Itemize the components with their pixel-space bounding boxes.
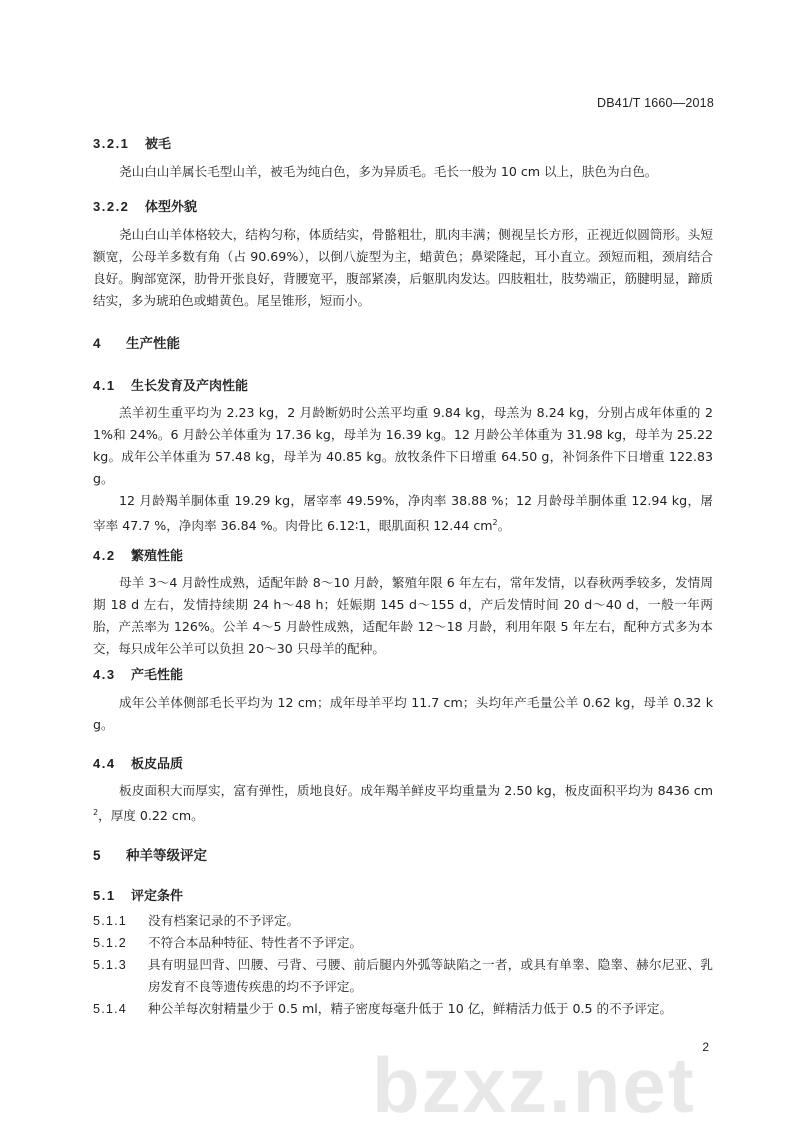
- heading-title: 评定条件: [131, 889, 184, 904]
- paragraph-4-4: [93, 780, 713, 827]
- item-number: 5.1.2: [93, 936, 128, 950]
- chapter-title: 种羊等级评定: [126, 848, 207, 864]
- heading-title: 被毛: [145, 137, 172, 152]
- list-item: [93, 932, 713, 954]
- item-text: 具有明显凹背、凹腰、弓背、弓腰、前后腿内外弧等缺陷之一者，或具有单睾、隐睾、赫尔尼亚、乳房发育不良等遗传疾患的均不予评定。: [148, 957, 713, 994]
- heading-3-2-2: [93, 196, 713, 215]
- heading-number: 4.2: [93, 548, 116, 563]
- item-text: 种公羊每次射精量少于 0.5 ml，精子密度每毫升低于 10 亿，鲜精活力低于 0.5 的不予评定。: [148, 1001, 673, 1016]
- item-number: 5.1.1: [93, 914, 128, 928]
- chapter-number: 4: [93, 336, 101, 351]
- heading-number: 4.1: [93, 378, 116, 393]
- list-item: [93, 998, 713, 1020]
- item-number: 5.1.4: [93, 1002, 128, 1016]
- heading-title: 繁殖性能: [131, 549, 184, 564]
- heading-3-2-1: [93, 133, 713, 152]
- heading-4-4: [93, 753, 713, 772]
- list-item: [93, 910, 713, 932]
- superscript: 2: [492, 518, 498, 527]
- heading-number: 4.4: [93, 756, 116, 771]
- page-number: 2: [702, 1040, 709, 1054]
- heading-title: 体型外貌: [145, 200, 198, 215]
- item-text: 没有档案记录的不予评定。: [148, 913, 300, 928]
- heading-title: 生长发育及产肉性能: [131, 379, 249, 394]
- criteria-list: [93, 910, 713, 1020]
- paragraph-4-3: 成年公羊体侧部毛长平均为 12 cm；成年母羊平均 11.7 cm；头均年产毛量公羊 0.62 kg，母羊 0.32 kg。: [93, 695, 713, 732]
- paragraph-4-1-meat: [93, 490, 713, 537]
- chapter-number: 5: [93, 848, 101, 863]
- list-item: [93, 954, 713, 998]
- paragraph-3-2-1: 尧山白山羊属长毛型山羊，被毛为纯白色，多为异质毛。毛长一般为 10 cm 以上，肤色为白色。: [119, 164, 658, 179]
- heading-title: 板皮品质: [131, 757, 184, 772]
- heading-4-1: [93, 375, 713, 394]
- superscript: 2: [93, 808, 99, 817]
- paragraph-text: 12 月龄羯羊胴体重 19.29 kg，屠宰率 49.59%，净肉率 38.88 %；12 月龄母羊胴体重 12.94 kg，屠宰率 47.7 %，净肉率 36.84 %。肉骨比 6.12∶1，眼肌面积 12.44 cm: [93, 493, 713, 534]
- heading-number: 3.2.2: [93, 199, 130, 214]
- paragraph-3-2-2: 尧山白山羊体格较大，结构匀称，体质结实，骨骼粗壮，肌肉丰满；侧视呈长方形，正视近似圆筒形。头短额宽，公母羊多数有角（占 90.69%），以倒八旋型为主，蜡黄色；鼻梁隆起，耳小直立。颈短而粗，颈肩结合良好。胸部宽深，肋骨开张良好，背腰宽平，腹部紧凑，后躯肌肉发达。四肢粗壮，肢势端正，筋腱明显，蹄质结实，多为琥珀色或蜡黄色。尾呈锥形，短而小。: [93, 227, 713, 308]
- heading-number: 3.2.1: [93, 136, 130, 151]
- heading-4-2: [93, 545, 713, 564]
- chapter-5-heading: [93, 844, 713, 864]
- chapter-title: 生产性能: [126, 336, 180, 352]
- paragraph-4-2: 母羊 3～4 月龄性成熟，适配年龄 8～10 月龄，繁殖年限 6 年左右，常年发情，以春秋两季较多，发情周期 18 d 左右，发情持续期 24 h～48 h；妊娠期 145 d～155 d，产后发情时间 20 d～40 d，一般一年两胎，产羔率为 126%。公羊 4～5 月龄性成熟，适配年龄 12～18 月龄，利用年限 5 年左右，配种方式多为本交，每只成年公羊可以负担 20～30 只母羊的配种。: [93, 575, 713, 656]
- heading-title: 产毛性能: [131, 668, 184, 683]
- standard-code: DB41/T 1660—2018: [597, 96, 714, 110]
- heading-number: 5.1: [93, 888, 116, 903]
- item-number: 5.1.3: [93, 958, 128, 972]
- chapter-4-heading: [93, 332, 713, 352]
- paragraph-4-1-growth: 羔羊初生重平均为 2.23 kg，2 月龄断奶时公羔平均重 9.84 kg，母羔为 8.24 kg，分别占成年体重的 21%和 24%。6 月龄公羊体重为 17.36 kg，母羊为 16.39 kg。12 月龄公羊体重为 31.98 kg，母羊为 25.22 kg。成年公羊体重为 57.48 kg，母羊为 40.85 kg。放牧条件下日增重 64.50 g，补饲条件下日增重 122.83 g。: [93, 405, 713, 486]
- paragraph-end: ，厚度 0.22 cm。: [98, 808, 204, 824]
- heading-number: 4.3: [93, 667, 116, 682]
- paragraph-text: 板皮面积大而厚实，富有弹性，质地良好。成年羯羊鲜皮平均重量为 2.50 kg，板皮面积平均为 8436 cm: [119, 783, 713, 798]
- watermark: bzxz.net: [372, 1041, 696, 1129]
- paragraph-end: 。: [497, 518, 511, 534]
- heading-5-1: [93, 885, 713, 904]
- heading-4-3: [93, 664, 713, 683]
- item-text: 不符合本品种特征、特性者不予评定。: [148, 935, 363, 950]
